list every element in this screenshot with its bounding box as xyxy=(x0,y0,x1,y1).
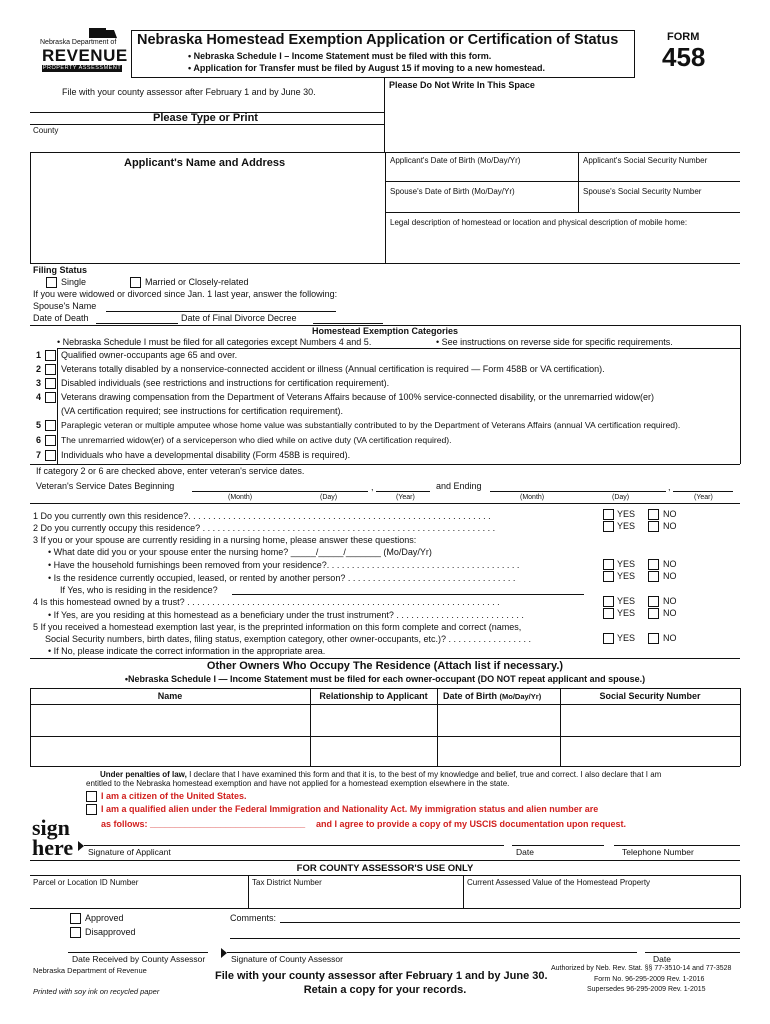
service-begin-field[interactable] xyxy=(192,491,368,492)
service-ending-label: and Ending xyxy=(436,481,482,491)
q2-no-label: NO xyxy=(663,521,677,531)
category-1-checkbox[interactable] xyxy=(45,350,56,361)
question-4: 4 Is this homestead owned by a trust? . . . . . . . . . . . . . . . . . . . . . . . . . . . . . . . . . . . . . . . . . . . . . . . . . . . . . . . . . . . . . . . xyxy=(33,597,500,607)
begin-day-caption: (Day) xyxy=(320,494,338,501)
col-dob-label: Date of Birth xyxy=(443,691,497,701)
telephone-field[interactable] xyxy=(614,845,740,846)
date-of-death-field[interactable] xyxy=(96,323,178,324)
single-label: Single xyxy=(61,277,87,287)
revenue-logo xyxy=(40,39,128,73)
q3b-no-label: NO xyxy=(663,559,677,569)
penalty-text: I declare that I have examined this form and that it is, to the best of my knowledge and belief, true and correct. I also declare that I am xyxy=(186,770,662,779)
footer-authorized: Authorized by Neb. Rev. Stat. §§ 77-3510-14 and 77-3528 xyxy=(551,965,732,972)
spouse-name-label: Spouse's Name xyxy=(33,301,97,311)
q3c-yes-label: YES xyxy=(617,571,636,581)
married-label: Married or Closely-related xyxy=(145,277,249,287)
q5-no-label: NO xyxy=(663,633,677,643)
question-1: 1 Do you currently own this residence?. . . . . . . . . . . . . . . . . . . . . . . . . . . . . . . . . . . . . . . . . . . . . . . . . . . . . . . . . . . . . xyxy=(33,511,491,521)
begin-year-caption: (Year) xyxy=(396,494,415,501)
footer-soy: Printed with soy ink on recycled paper xyxy=(33,987,160,996)
applicant-ssn-field[interactable]: Applicant's Social Security Number xyxy=(583,156,708,165)
comments-field[interactable] xyxy=(280,922,740,923)
assessor-date-label: Date xyxy=(653,954,671,964)
logo-sub: PROPERTY ASSESSMENT xyxy=(42,65,122,71)
other-owner-row-1[interactable] xyxy=(31,705,740,735)
q1-no-label: NO xyxy=(663,509,677,519)
category-7-number: 7 xyxy=(36,450,42,460)
q2-yes-label: YES xyxy=(617,521,636,531)
telephone-label: Telephone Number xyxy=(622,847,694,857)
category-2-checkbox[interactable] xyxy=(45,364,56,375)
q4-yes-checkbox[interactable] xyxy=(603,596,614,607)
applicant-name-address-label: Applicant's Name and Address xyxy=(124,157,286,169)
q2-yes-checkbox[interactable] xyxy=(603,521,614,532)
q5-yes-label: YES xyxy=(617,633,636,643)
service-begin-comma: , xyxy=(371,482,374,492)
date-label: Date xyxy=(516,847,534,857)
col-dob-format: (Mo/Day/Yr) xyxy=(499,692,542,701)
categories-note-1: • Nebraska Schedule I must be filed for all categories except Numbers 4 and 5. xyxy=(57,337,372,347)
q1-yes-label: YES xyxy=(617,509,636,519)
category-5-number: 5 xyxy=(36,420,42,430)
header-bullet-1: • Nebraska Schedule I – Income Statement must be filed with this form. xyxy=(188,51,492,61)
approved-checkbox[interactable] xyxy=(70,913,81,924)
category-4-text-2: (VA certification required; see instructions for certification requirement). xyxy=(61,406,343,416)
service-end-comma: , xyxy=(668,482,671,492)
penalty-statement xyxy=(100,770,661,779)
other-owners-note: •Nebraska Schedule I — Income Statement must be filed for each owner-occupant (DO NOT repeat applicant and spouse.) xyxy=(124,674,646,684)
legal-description-field[interactable]: Legal description of homestead or location and physical description of mobile home: xyxy=(390,218,688,227)
alien-label: I am a qualified alien under the Federal Immigration and Nationality Act. My immigration status and alien number are xyxy=(101,804,599,814)
other-owners-title: Other Owners Who Occupy The Residence (Attach list if necessary.) xyxy=(206,660,564,672)
q3c-no-label: NO xyxy=(663,571,677,581)
q4a-no-checkbox[interactable] xyxy=(648,608,659,619)
form-label: FORM xyxy=(667,31,700,43)
question-3b: • Have the household furnishings been removed from your residence?. . . . . . . . . . . . . . . . . . . . . . . . . . . . . . . . . . . . . . . xyxy=(48,560,520,570)
category-3-text: Disabled individuals (see restrictions and instructions for certification requirement). xyxy=(61,378,390,388)
spouse-dob-field[interactable]: Spouse's Date of Birth (Mo/Day/Yr) xyxy=(390,187,515,196)
single-checkbox[interactable] xyxy=(46,277,57,288)
category-5-checkbox[interactable] xyxy=(45,420,56,431)
col-dob-header xyxy=(443,691,541,701)
category-7-checkbox[interactable] xyxy=(45,450,56,461)
category-3-number: 3 xyxy=(36,378,42,388)
footer-file-with: File with your county assessor after February 1 and by June 30. xyxy=(215,970,548,982)
applicant-date-field[interactable] xyxy=(512,845,604,846)
applicant-signature-field[interactable] xyxy=(84,845,504,846)
married-checkbox[interactable] xyxy=(130,277,141,288)
penalty-bold: Under penalties of law, xyxy=(100,770,187,779)
q4a-yes-checkbox[interactable] xyxy=(603,608,614,619)
q4a-yes-label: YES xyxy=(617,608,636,618)
service-begin-label: Veteran's Service Dates Beginning xyxy=(36,481,175,491)
category-2-text: Veterans totally disabled by a nonservice-connected accident or illness (Annual certification is required — Form 458B or VA certification). xyxy=(61,364,605,374)
q3c-yes-checkbox[interactable] xyxy=(603,571,614,582)
q3b-yes-checkbox[interactable] xyxy=(603,559,614,570)
q4-no-label: NO xyxy=(663,596,677,606)
q1-no-checkbox[interactable] xyxy=(648,509,659,520)
q1-yes-checkbox[interactable] xyxy=(603,509,614,520)
question-3c: • Is the residence currently occupied, leased, or rented by another person? . . . . . . . . . . . . . . . . . . . . . . . . . . . . . . . . . . xyxy=(48,573,516,583)
category-2-number: 2 xyxy=(36,364,42,374)
sign-arrow-icon xyxy=(78,841,84,851)
who-resides-field[interactable] xyxy=(232,594,584,595)
assessor-sign-arrow-icon xyxy=(221,948,227,958)
file-with-note: File with your county assessor after February 1 and by June 30. xyxy=(62,87,316,97)
question-3a: • What date did you or your spouse enter the nursing home? _____/_____/_______ (Mo/Day/Yr) xyxy=(48,547,432,557)
question-2: 2 Do you currently occupy this residence? . . . . . . . . . . . . . . . . . . . . . . . . . . . . . . . . . . . . . . . . . . . . . . . . . . . . . . . . . . . xyxy=(33,523,496,533)
here-label: here xyxy=(32,835,74,860)
q4a-no-label: NO xyxy=(663,608,677,618)
disapproved-checkbox[interactable] xyxy=(70,927,81,938)
col-name-header: Name xyxy=(157,691,183,701)
categories-note-2: • See instructions on reverse side for specific requirements. xyxy=(436,337,673,347)
comments-label: Comments: xyxy=(230,913,277,923)
category-1-number: 1 xyxy=(36,350,42,360)
category-1-text: Qualified owner-occupants age 65 and over. xyxy=(61,350,238,360)
question-3: 3 If you or your spouse are currently residing in a nursing home, please answer these questions: xyxy=(33,535,417,545)
tax-district-field[interactable]: Tax District Number xyxy=(252,878,322,887)
end-day-caption: (Day) xyxy=(612,494,630,501)
citizen-label: I am a citizen of the United States. xyxy=(101,791,247,801)
logo-revenue: REVENUE xyxy=(42,46,128,65)
disapproved-label: Disapproved xyxy=(85,927,136,937)
begin-month-caption: (Month) xyxy=(228,494,253,501)
service-begin-year-field[interactable] xyxy=(376,491,430,492)
assessed-value-field[interactable]: Current Assessed Value of the Homestead Property xyxy=(467,878,651,887)
date-of-death-label: Date of Death xyxy=(33,313,89,323)
other-owner-row-2[interactable] xyxy=(31,737,740,765)
q3b-no-checkbox[interactable] xyxy=(648,559,659,570)
penalty-statement-2: entitled to the Nebraska homestead exemption and have not applied for a homestead exemption elsewhere in the state. xyxy=(86,779,510,788)
col-ssn-header: Social Security Number xyxy=(599,691,701,701)
form-title: Nebraska Homestead Exemption Application or Certification of Status xyxy=(137,32,619,48)
q3c-no-checkbox[interactable] xyxy=(648,571,659,582)
assessor-signature-field[interactable] xyxy=(227,952,637,953)
footer-retain: Retain a copy for your records. xyxy=(303,984,467,996)
signature-label: Signature of Applicant xyxy=(88,847,171,857)
category-6-checkbox[interactable] xyxy=(45,435,56,446)
question-5c: • If No, please indicate the correct information in the appropriate area. xyxy=(48,646,326,656)
divorce-decree-field[interactable] xyxy=(313,323,383,324)
category-5-text: Paraplegic veteran or multiple amputee whose home value was substantially contributed to by the Department of Veterans Affairs (annual VA certification required). xyxy=(61,420,681,430)
question-5: 5 If you received a homestead exemption last year, is the preprinted information on this form complete and correct (names, xyxy=(33,622,522,632)
applicant-dob-field[interactable]: Applicant's Date of Birth (Mo/Day/Yr) xyxy=(390,156,521,165)
logo-dept: Nebraska Department of xyxy=(40,39,117,46)
service-end-field[interactable] xyxy=(490,491,666,492)
filing-status-title: Filing Status xyxy=(33,265,87,275)
sign-label: sign xyxy=(32,815,70,840)
approved-label: Approved xyxy=(85,913,124,923)
question-3d: If Yes, who is residing in the residence? xyxy=(60,585,218,595)
citizen-checkbox[interactable] xyxy=(86,791,97,802)
col-relationship-header: Relationship to Applicant xyxy=(319,691,428,701)
type-or-print: Please Type or Print xyxy=(153,112,258,124)
category-6-text: The unremarried widow(er) of a serviceperson who died while on active duty (VA certification required). xyxy=(61,435,452,445)
q5-yes-checkbox[interactable] xyxy=(603,633,614,644)
service-end-year-field[interactable] xyxy=(673,491,733,492)
category-3-checkbox[interactable] xyxy=(45,378,56,389)
footer-dept: Nebraska Department of Revenue xyxy=(33,966,147,975)
nebraska-state-icon xyxy=(88,25,118,39)
categories-title: Homestead Exemption Categories xyxy=(311,326,459,336)
category-6-number: 6 xyxy=(36,435,42,445)
q4-no-checkbox[interactable] xyxy=(648,596,659,607)
uscis-agree: and I agree to provide a copy of my USCIS documentation upon request. xyxy=(316,819,627,829)
question-4a: • If Yes, are you residing at this homestead as a beneficiary under the trust instrument? . . . . . . . . . . . . . . . . . . . . . . . . . . xyxy=(48,610,524,620)
qualified-alien-checkbox[interactable] xyxy=(86,804,97,815)
category-7-text: Individuals who have a developmental disability (Form 458B is required). xyxy=(61,450,351,460)
category-4-checkbox[interactable] xyxy=(45,392,56,403)
parcel-field[interactable]: Parcel or Location ID Number xyxy=(33,878,139,887)
category-4-number: 4 xyxy=(36,392,42,402)
divorce-decree-label: Date of Final Divorce Decree xyxy=(181,313,297,323)
spouse-name-field[interactable] xyxy=(106,311,336,312)
end-year-caption: (Year) xyxy=(694,494,713,501)
spouse-ssn-field[interactable]: Spouse's Social Security Number xyxy=(583,187,702,196)
date-received-field[interactable] xyxy=(68,952,208,953)
assessor-date-field[interactable] xyxy=(645,952,740,953)
form-number: 458 xyxy=(662,42,706,72)
do-not-write-label: Please Do Not Write In This Space xyxy=(389,80,535,90)
widowed-note: If you were widowed or divorced since Jan. 1 last year, answer the following: xyxy=(33,289,338,299)
q3b-yes-label: YES xyxy=(617,559,636,569)
county-use-title: FOR COUNTY ASSESSOR'S USE ONLY xyxy=(296,863,474,874)
q4-yes-label: YES xyxy=(617,596,636,606)
q5-no-checkbox[interactable] xyxy=(648,633,659,644)
alien-as-follows: as follows: _______________________________ xyxy=(101,819,306,829)
question-5b: Social Security numbers, birth dates, filing status, exemption category, other owner-occupants, etc.)? . . . . . . . . . . . . . . . . . xyxy=(45,634,532,644)
header-bullet-2: • Application for Transfer must be filed by August 15 if moving to a new homestead. xyxy=(188,63,546,73)
assessor-signature-label: Signature of County Assessor xyxy=(231,954,343,964)
end-month-caption: (Month) xyxy=(520,494,545,501)
footer-supersedes: Supersedes 96-295-2009 Rev. 1-2015 xyxy=(587,986,706,993)
footer-form-no: Form No. 96-295-2009 Rev. 1-2016 xyxy=(594,976,705,983)
county-label: County xyxy=(33,126,59,135)
date-received-label: Date Received by County Assessor xyxy=(72,954,206,964)
category-4-text: Veterans drawing compensation from the Department of Veterans Affairs because of 100% service-connected disability, or the unremarried widow(er) xyxy=(61,392,654,402)
q2-no-checkbox[interactable] xyxy=(648,521,659,532)
service-dates-note: If category 2 or 6 are checked above, enter veteran's service dates. xyxy=(36,466,305,476)
